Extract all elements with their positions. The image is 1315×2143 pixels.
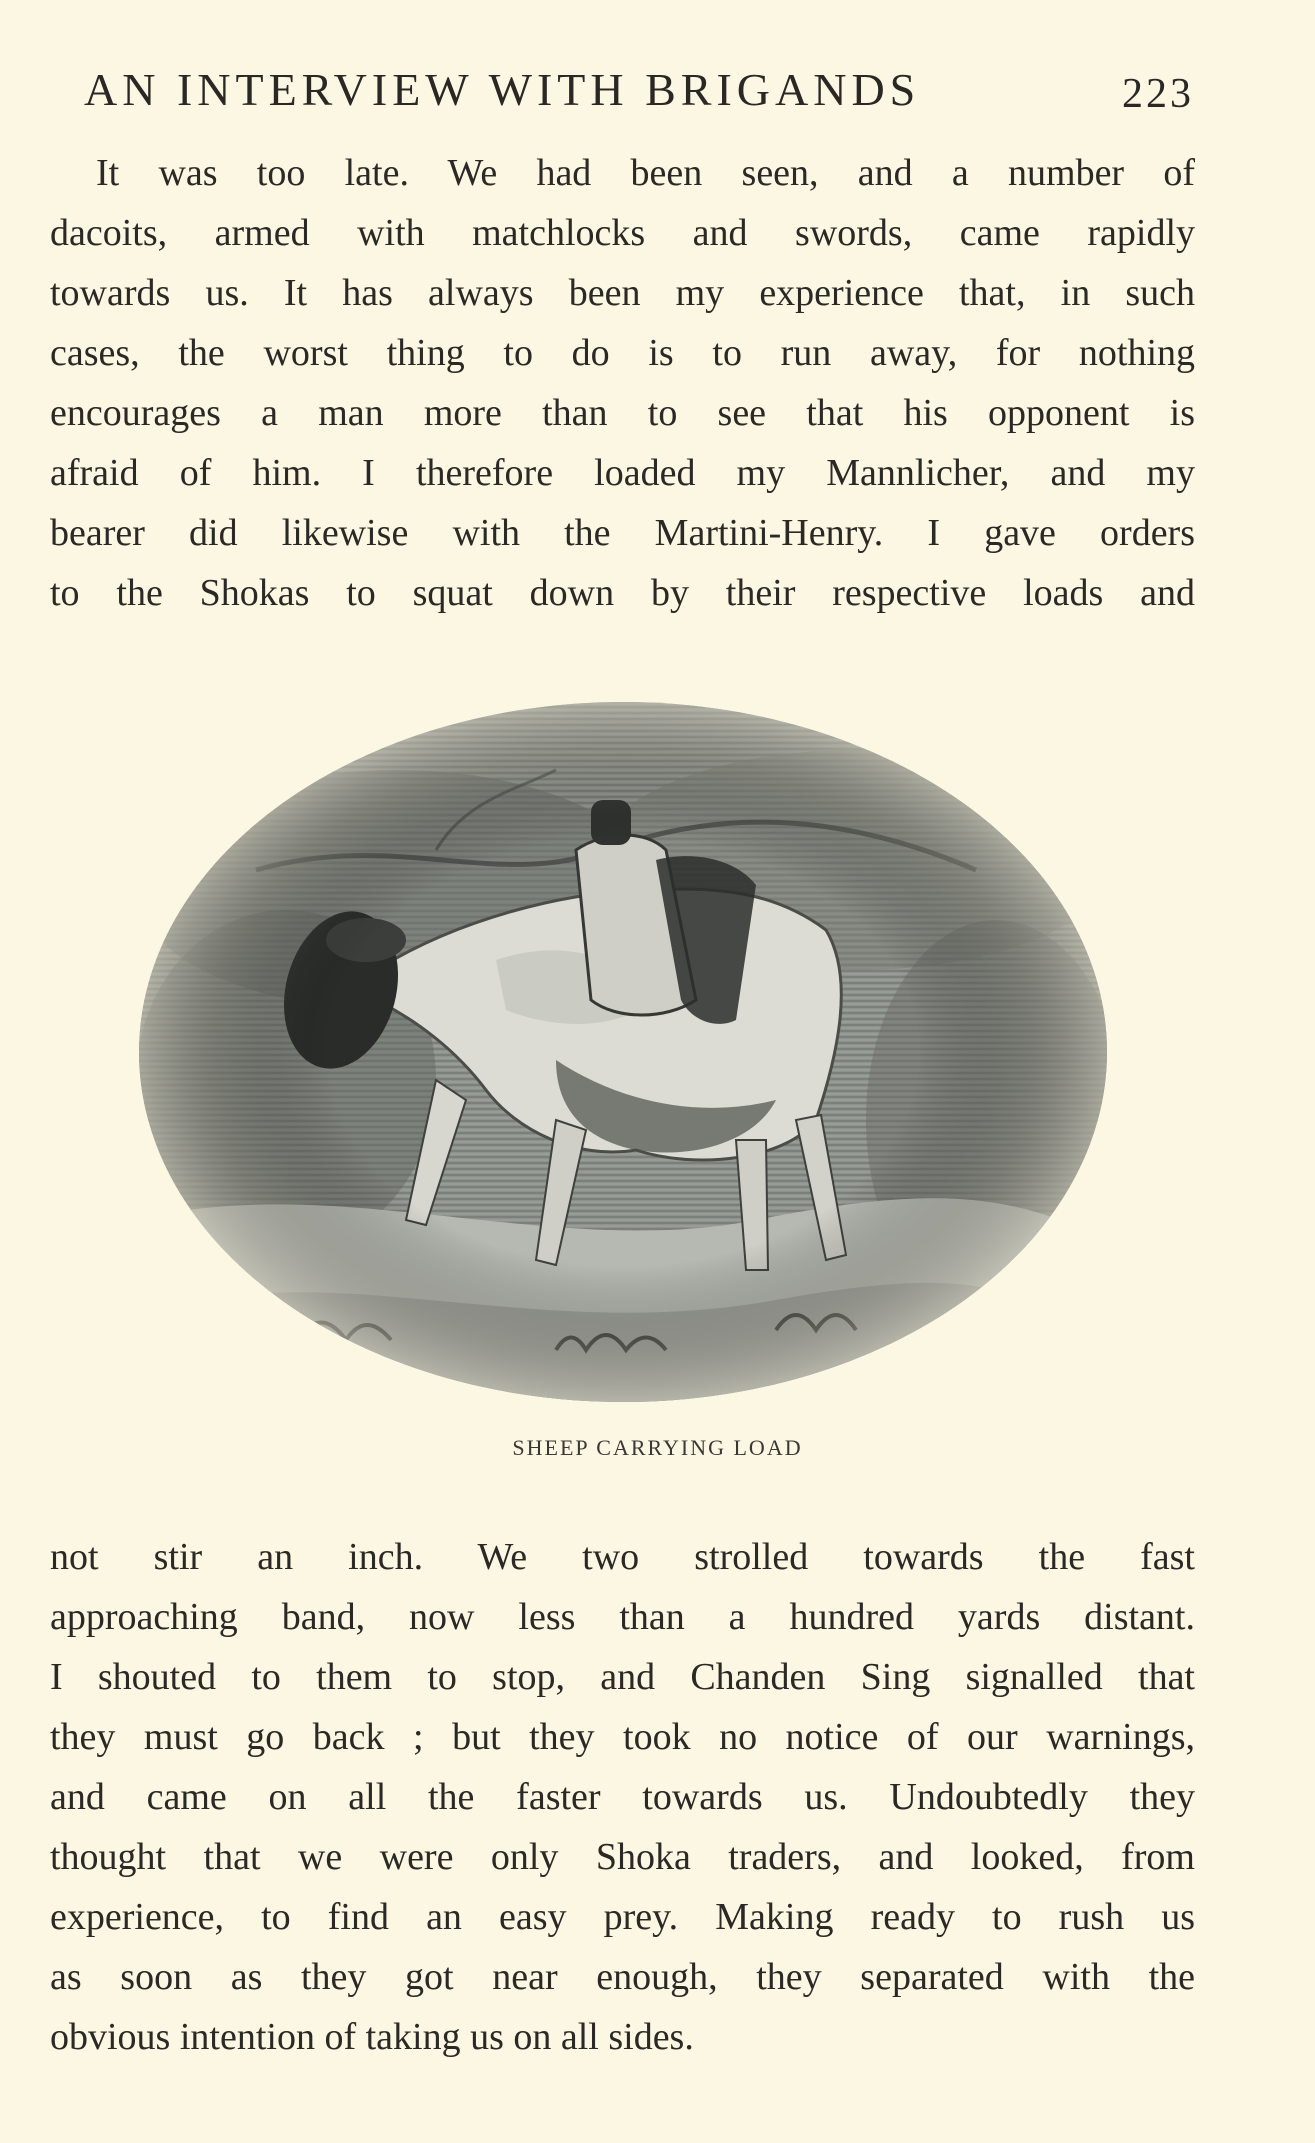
figure-caption: SHEEP CARRYING LOAD [512, 1435, 803, 1460]
paragraph-top [50, 143, 1195, 623]
running-header [84, 60, 1194, 120]
text-line: experience, to find an easy prey. Making ready to rush us [50, 1896, 1195, 1938]
text-line: bearer did likewise with the Martini-Henry. I gave orders [50, 512, 1195, 554]
text-line: not stir an inch. We two strolled towards the fast [50, 1536, 1195, 1578]
sheep-illustration [136, 700, 1111, 1405]
text-line: thought that we were only Shoka traders, and looked, from [50, 1836, 1195, 1878]
text-line: obvious intention of taking us on all sides. [50, 2016, 694, 2058]
text-line: I shouted to them to stop, and Chanden Sing signalled that [50, 1656, 1195, 1698]
text-line: encourages a man more than to see that his opponent is [50, 392, 1195, 434]
text-line: afraid of him. I therefore loaded my Mannlicher, and my [50, 452, 1195, 494]
text-line: they must go back ; but they took no notice of our warnings, [50, 1716, 1195, 1758]
text-line: and came on all the faster towards us. Undoubtedly they [50, 1776, 1195, 1818]
text-line: towards us. It has always been my experience that, in such [50, 272, 1195, 314]
text-line: It was too late. We had been seen, and a number of [96, 152, 1195, 194]
chapter-title: AN INTERVIEW WITH BRIGANDS [84, 64, 921, 115]
text-line: cases, the worst thing to do is to run away, for nothing [50, 332, 1195, 374]
text-line: approaching band, now less than a hundred yards distant. [50, 1596, 1195, 1638]
text-line: as soon as they got near enough, they separated with the [50, 1956, 1195, 1998]
paragraph-bottom [50, 1527, 1195, 2067]
page-number: 223 [1122, 71, 1194, 117]
text-line: to the Shokas to squat down by their respective loads and [50, 572, 1195, 614]
text-line: dacoits, armed with matchlocks and swords, came rapidly [50, 212, 1195, 254]
